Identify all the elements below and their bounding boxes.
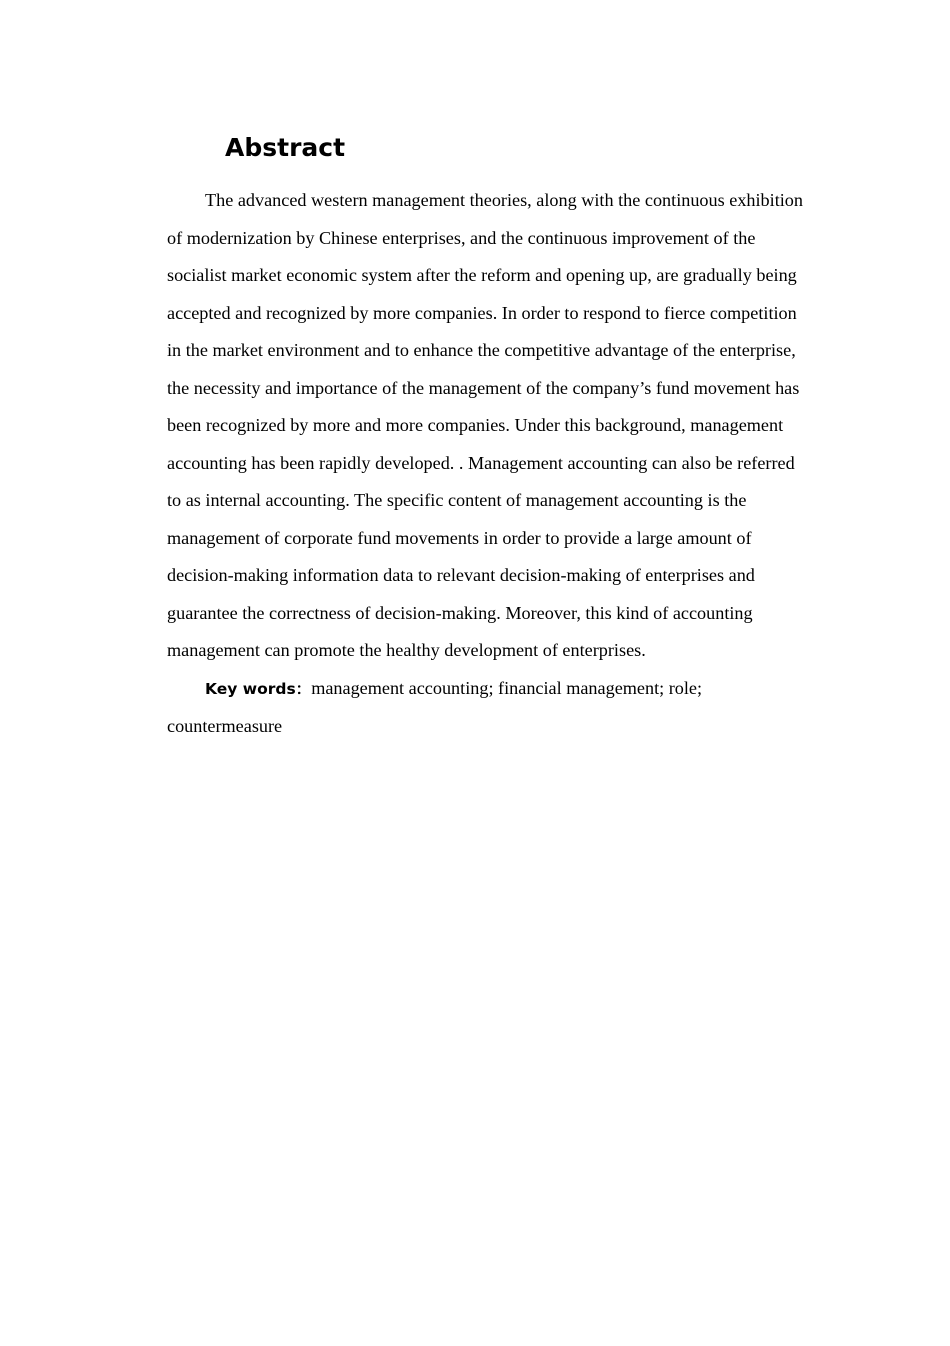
abstract-section xyxy=(167,128,803,746)
abstract-heading: Abstract xyxy=(225,133,346,162)
keywords-label: Key words： xyxy=(205,679,312,698)
keywords-line xyxy=(167,670,803,746)
abstract-paragraph: The advanced western management theories, along with the continuous exhibition of modernization by Chinese enterprises, and the continuous improvement of the socialist market economic system after the reform and opening up, are gradually being accepted and recognized by more companies. In order to respond to fierce competition in the market environment and to enhance the competitive advantage of the enterprise, the necessity and importance of the management of the company’s fund movement has been recognized by more and more companies. Under this background, management accounting has been rapidly developed. . Management accounting can also be referred to as internal accounting. The specific content of management accounting is the management of corporate fund movements in order to provide a large amount of decision-making information data to relevant decision-making of enterprises and guarantee the correctness of decision-making. Moreover, this kind of accounting management can promote the healthy development of enterprises. xyxy=(167,190,803,660)
keywords-text: management accounting; financial management; role; countermeasure xyxy=(167,677,703,736)
